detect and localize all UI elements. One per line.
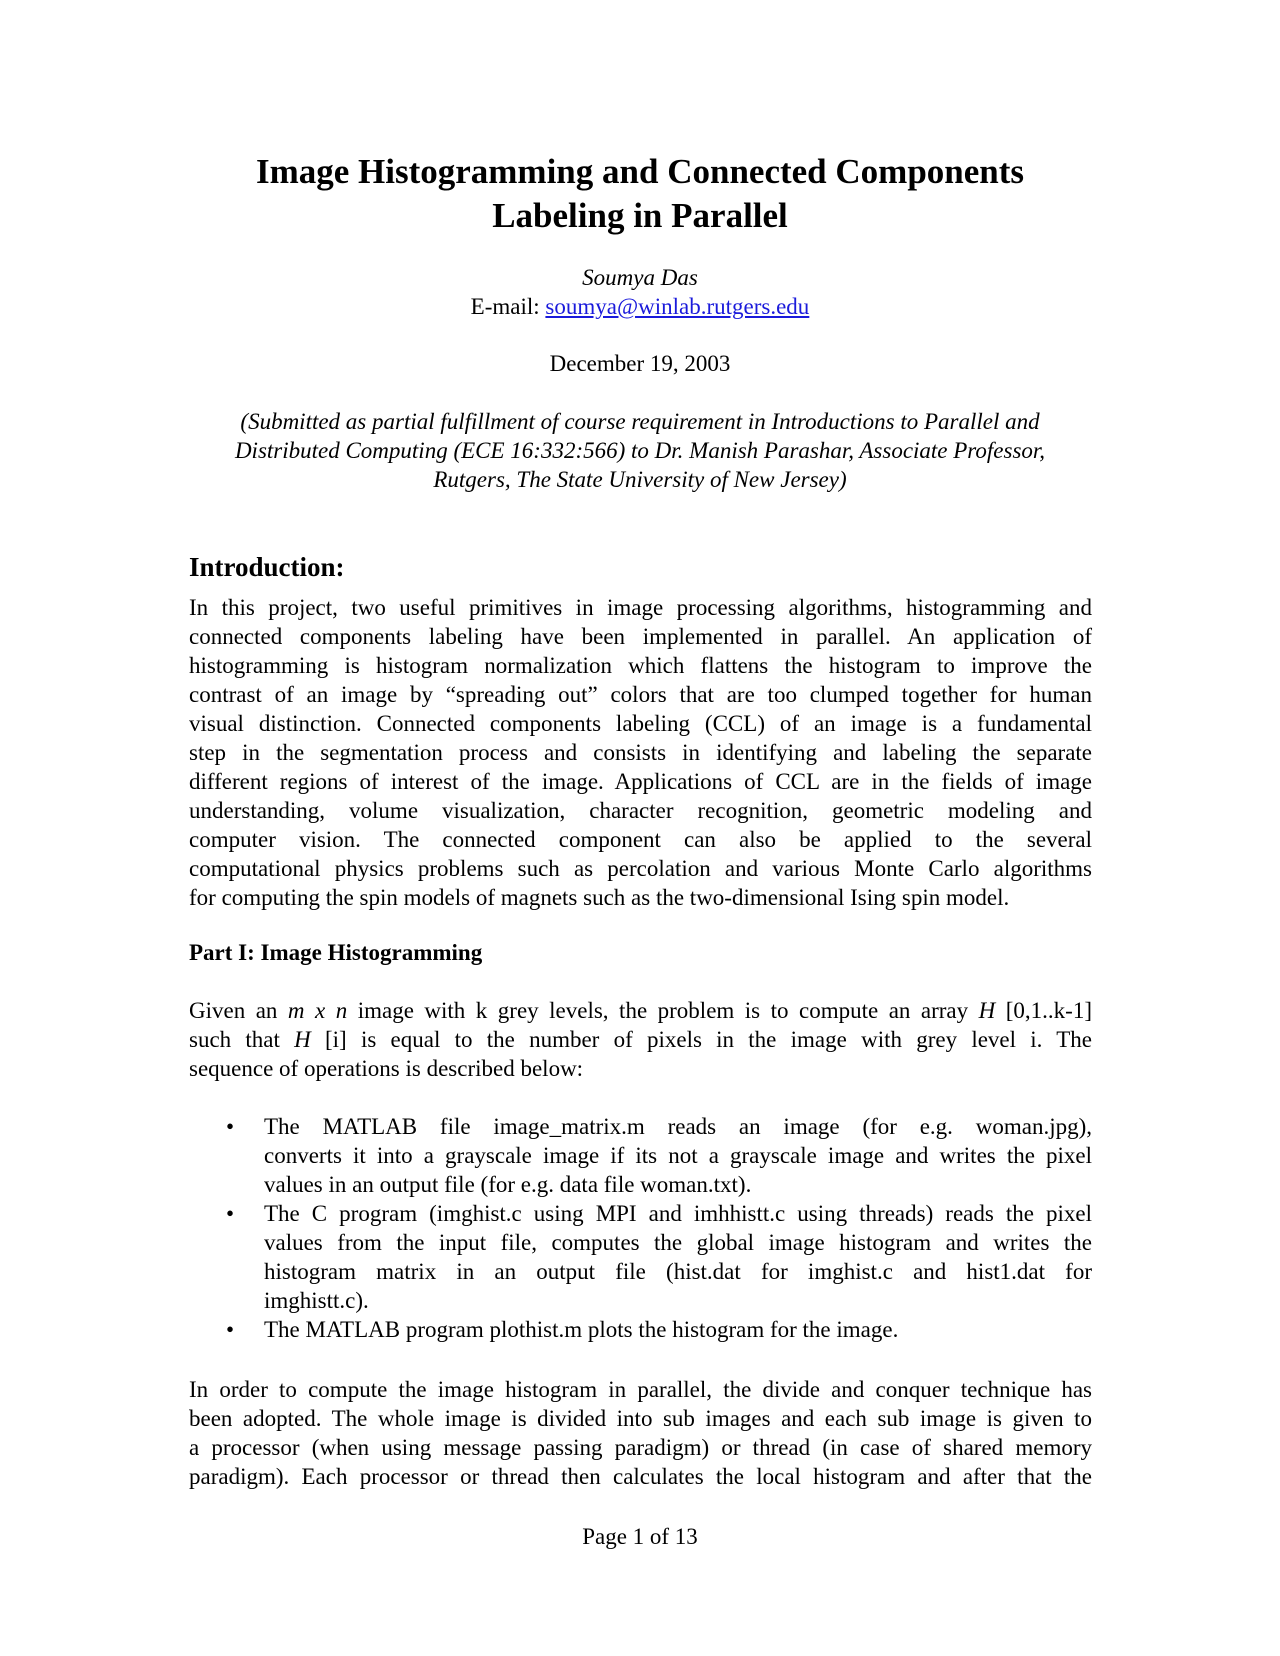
- problem-statement-paragraph: [189, 996, 1092, 1083]
- paper-title: [0, 150, 1280, 238]
- intro-line: histogramming is histogram normalization which flattens the histogram to improve the: [189, 653, 1092, 678]
- intro-line: connected components labeling have been implemented in parallel. An application of: [189, 624, 1092, 649]
- divide-conquer-paragraph: [189, 1375, 1092, 1491]
- paragraph-line: paradigm). Each processor or thread then calculates the local histogram and after that the: [189, 1464, 1092, 1489]
- email-label: E-mail:: [470, 294, 540, 319]
- submission-line-3: Rutgers, The State University of New Jersey): [433, 467, 847, 492]
- part-1-heading: Part I: Image Histogramming: [189, 940, 483, 965]
- list-item: [0, 1199, 1280, 1315]
- intro-line: contrast of an image by “spreading out” colors that are too clumped together for human: [189, 682, 1092, 707]
- problem-line-2: such that H [i] is equal to the number of pixels in the image with grey level i. The: [189, 1027, 1092, 1052]
- problem-line-3: sequence of operations is described below:: [189, 1056, 584, 1081]
- paragraph-line: a processor (when using message passing paradigm) or thread (in case of shared memory: [189, 1435, 1092, 1460]
- bullet-line: The C program (imghist.c using MPI and imhhistt.c using threads) reads the pixel: [264, 1201, 1092, 1226]
- paragraph-line: In order to compute the image histogram in parallel, the divide and conquer technique has: [189, 1377, 1092, 1402]
- email-link[interactable]: soumya@winlab.rutgers.edu: [545, 294, 810, 319]
- bullet-line: converts it into a grayscale image if its not a grayscale image and writes the pixel: [264, 1143, 1092, 1168]
- problem-line-1: Given an m x n image with k grey levels, the problem is to compute an array H [0,1..k-1]: [189, 998, 1092, 1023]
- intro-line: step in the segmentation process and consists in identifying and labeling the separate: [189, 740, 1092, 765]
- bullet-line: The MATLAB file image_matrix.m reads an image (for e.g. woman.jpg),: [264, 1114, 1092, 1139]
- intro-line: understanding, volume visualization, character recognition, geometric modeling and: [189, 798, 1092, 823]
- introduction-heading: Introduction:: [189, 552, 345, 582]
- list-item: [0, 1112, 1280, 1199]
- author-email-line: [0, 293, 1280, 321]
- paper-date: December 19, 2003: [549, 351, 731, 376]
- submission-note: [180, 407, 1100, 494]
- intro-line: computer vision. The connected component can also be applied to the several: [189, 827, 1092, 852]
- bullet-line: The MATLAB program plothist.m plots the histogram for the image.: [264, 1317, 899, 1342]
- bullet-line: values from the input file, computes the global image histogram and writes the: [264, 1230, 1092, 1255]
- title-line-1: Image Histogramming and Connected Components: [255, 152, 1025, 191]
- paragraph-line: been adopted. The whole image is divided into sub images and each sub image is given to: [189, 1406, 1092, 1431]
- page-number: Page 1 of 13: [582, 1524, 698, 1549]
- bullet-icon: •: [226, 1114, 235, 1139]
- intro-line: computational physics problems such as percolation and various Monte Carlo algorithms: [189, 856, 1092, 881]
- intro-line: for computing the spin models of magnets such as the two-dimensional Ising spin model.: [189, 885, 1010, 910]
- intro-line: different regions of interest of the image. Applications of CCL are in the fields of image: [189, 769, 1092, 794]
- title-line-2: Labeling in Parallel: [492, 196, 788, 235]
- list-item: [0, 1315, 1280, 1344]
- submission-line-1: (Submitted as partial fulfillment of course requirement in Introductions to Parallel and: [240, 409, 1040, 434]
- bullet-line: histogram matrix in an output file (hist.dat for imghist.c and hist1.dat for: [264, 1259, 1092, 1284]
- intro-line: visual distinction. Connected components labeling (CCL) of an image is a fundamental: [189, 711, 1092, 736]
- bullet-icon: •: [226, 1201, 235, 1226]
- bullet-icon: •: [226, 1317, 235, 1342]
- author-name: Soumya Das: [582, 265, 698, 290]
- bullet-line: values in an output file (for e.g. data file woman.txt).: [264, 1172, 752, 1197]
- operations-bullet-list: [0, 1112, 1280, 1344]
- intro-line: In this project, two useful primitives in image processing algorithms, histogramming and: [189, 595, 1092, 620]
- introduction-paragraph: [189, 593, 1092, 912]
- submission-line-2: Distributed Computing (ECE 16:332:566) to Dr. Manish Parashar, Associate Professor,: [234, 438, 1046, 463]
- bullet-line: imghistt.c).: [264, 1288, 369, 1313]
